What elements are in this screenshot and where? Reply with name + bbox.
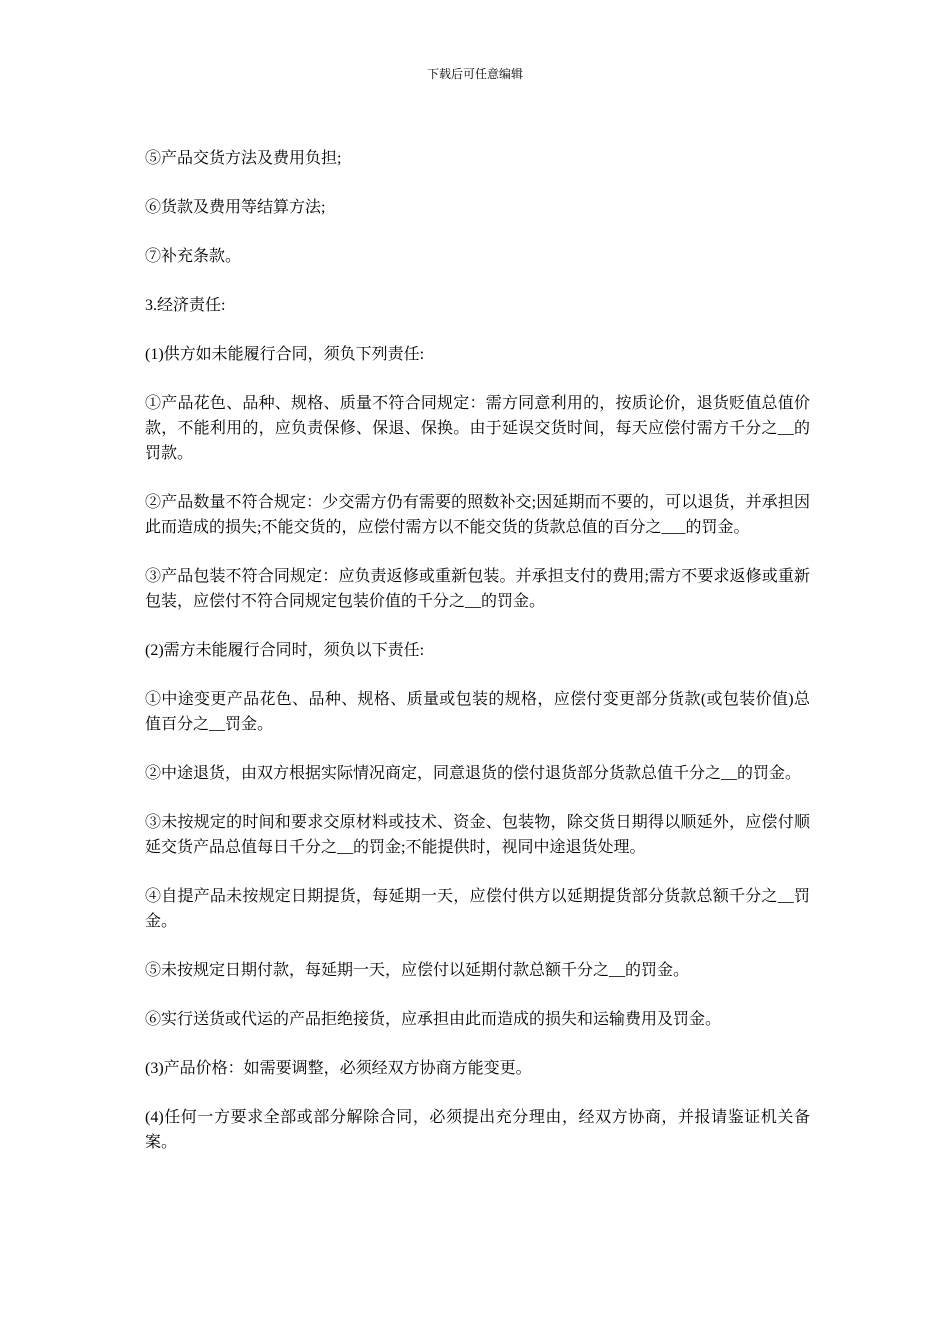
clause-paragraph: ①中途变更产品花色、品种、规格、质量或包装的规格，应偿付变更部分货款(或包装价值)总值百分之__罚金。 xyxy=(145,691,810,733)
clause-paragraph: ⑦补充条款。 xyxy=(145,248,242,265)
subsection-heading: (3)产品价格：如需要调整，必须经双方协商方能变更。 xyxy=(145,1060,532,1077)
clause-paragraph: ⑤未按规定日期付款，每延期一天，应偿付以延期付款总额千分之__的罚金。 xyxy=(145,962,690,979)
subsection-heading: (1)供方如未能履行合同，须负下列责任: xyxy=(145,346,425,363)
clause-paragraph: ②中途退货，由双方根据实际情况商定，同意退货的偿付退货部分货款总值千分之__的罚金。 xyxy=(145,765,802,782)
clause-paragraph: ⑥货款及费用等结算方法; xyxy=(145,199,326,216)
clause-paragraph: ⑥实行送货或代运的产品拒绝接货，应承担由此而造成的损失和运输费用及罚金。 xyxy=(145,1011,722,1028)
subsection-heading: (4)任何一方要求全部或部分解除合同，必须提出充分理由，经双方协商，并报请鉴证机关备案。 xyxy=(145,1109,810,1151)
clause-paragraph: ④自提产品未按规定日期提货，每延期一天，应偿付供方以延期提货部分货款总额千分之__罚金。 xyxy=(145,888,810,930)
document-body xyxy=(145,146,810,1179)
clause-paragraph: ①产品花色、品种、规格、质量不符合同规定：需方同意利用的，按质论价，退货贬值总值价款，不能利用的，应负责保修、保退、保换。由于延误交货时间，每天应偿付需方千分之__的罚款。 xyxy=(145,395,810,462)
page-header: 下载后可任意编辑 xyxy=(426,67,523,81)
clause-paragraph: ②产品数量不符合规定：少交需方仍有需要的照数补交;因延期而不要的，可以退货，并承担因此而造成的损失;不能交货的，应偿付需方以不能交货的货款总值的百分之___的罚金。 xyxy=(145,494,810,536)
clause-paragraph: ③产品包装不符合同规定：应负责返修或重新包装。并承担支付的费用;需方不要求返修或重新包装，应偿付不符合同规定包装价值的千分之__的罚金。 xyxy=(145,568,810,610)
section-heading: 3.经济责任: xyxy=(145,297,226,314)
clause-paragraph: ⑤产品交货方法及费用负担; xyxy=(145,150,342,167)
clause-paragraph: ③未按规定的时间和要求交原材料或技术、资金、包装物，除交货日期得以顺延外，应偿付顺延交货产品总值每日千分之__的罚金;不能提供时，视同中途退货处理。 xyxy=(145,814,810,856)
subsection-heading: (2)需方未能履行合同时，须负以下责任: xyxy=(145,642,425,659)
